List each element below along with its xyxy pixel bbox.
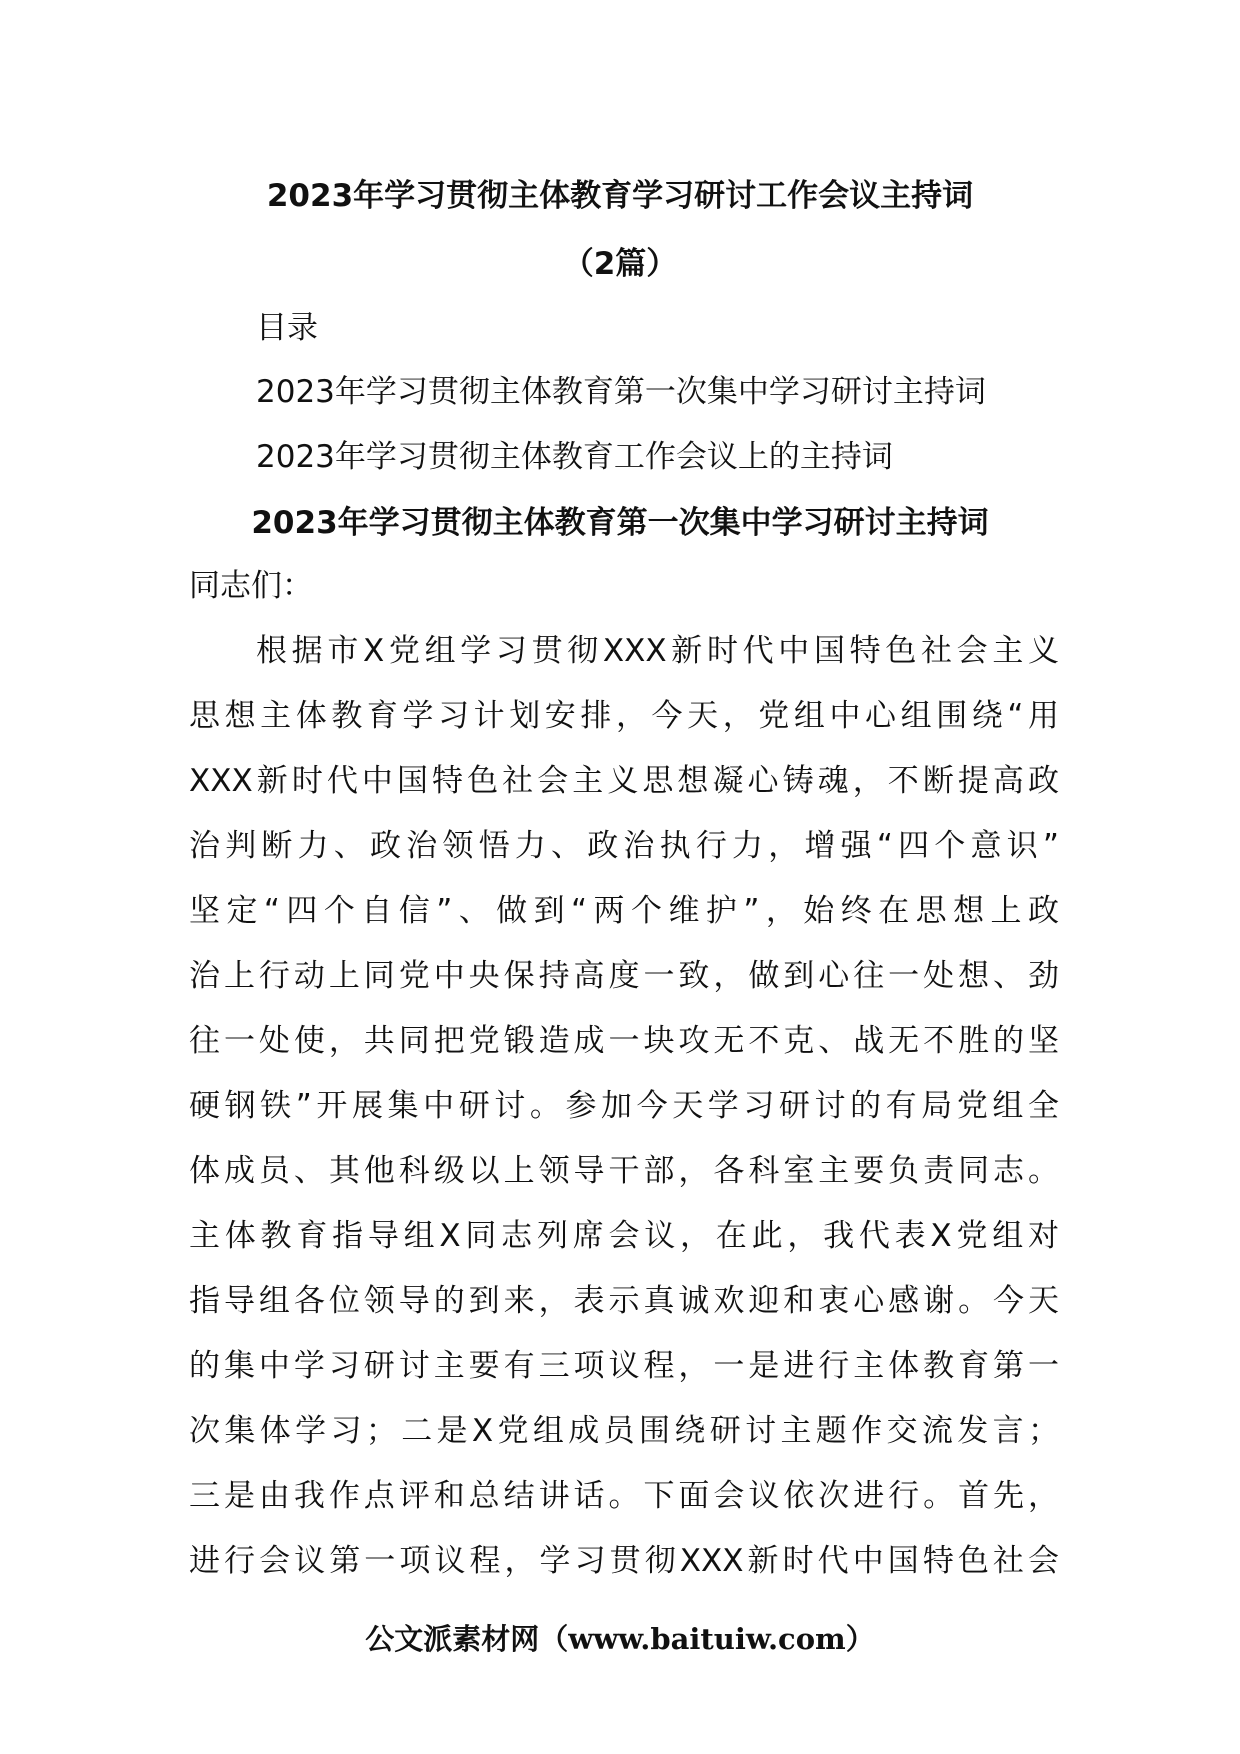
body-line: 次集体学习；二是X党组成员围绕研讨主题作交流发言； bbox=[189, 1413, 1059, 1449]
salutation: 同志们： bbox=[189, 568, 313, 604]
footer-watermark: 公文派素材网（www.baituiw.com） bbox=[365, 1622, 875, 1656]
body-line: 主体教育指导组X同志列席会议，在此，我代表X党组对 bbox=[189, 1218, 1059, 1254]
document-title: 2023年学习贯彻主体教育学习研讨工作会议主持词 bbox=[266, 178, 974, 214]
document-subtitle-count: （2篇） bbox=[562, 246, 678, 282]
toc-heading: 目录 bbox=[256, 310, 318, 346]
body-line: 指导组各位领导的到来，表示真诚欢迎和衷心感谢。今天 bbox=[189, 1283, 1059, 1319]
body-line: 体成员、其他科级以上领导干部，各科室主要负责同志。 bbox=[189, 1153, 1059, 1189]
body-line: 思想主体教育学习计划安排，今天，党组中心组围绕“用 bbox=[189, 698, 1059, 734]
toc-item[interactable]: 2023年学习贯彻主体教育第一次集中学习研讨主持词 bbox=[256, 374, 986, 410]
body-line: 的集中学习研讨主要有三项议程，一是进行主体教育第一 bbox=[189, 1348, 1059, 1384]
body-line: 三是由我作点评和总结讲话。下面会议依次进行。首先， bbox=[189, 1478, 1059, 1514]
body-line: 治上行动上同党中央保持高度一致，做到心往一处想、劲 bbox=[189, 958, 1059, 994]
toc-item[interactable]: 2023年学习贯彻主体教育工作会议上的主持词 bbox=[256, 439, 893, 475]
body-line: 根据市X党组学习贯彻XXX新时代中国特色社会主义 bbox=[256, 633, 1059, 669]
body-line: 硬钢铁”开展集中研讨。参加今天学习研讨的有局党组全 bbox=[189, 1088, 1059, 1124]
body-line: XXX新时代中国特色社会主义思想凝心铸魂，不断提高政 bbox=[189, 763, 1059, 799]
body-line: 治判断力、政治领悟力、政治执行力，增强“四个意识” bbox=[189, 828, 1059, 864]
body-line: 进行会议第一项议程，学习贯彻XXX新时代中国特色社会 bbox=[189, 1543, 1059, 1579]
body-line: 坚定“四个自信”、做到“两个维护”，始终在思想上政 bbox=[189, 893, 1059, 929]
section-heading: 2023年学习贯彻主体教育第一次集中学习研讨主持词 bbox=[251, 505, 989, 541]
body-line: 往一处使，共同把党锻造成一块攻无不克、战无不胜的坚 bbox=[189, 1023, 1059, 1059]
